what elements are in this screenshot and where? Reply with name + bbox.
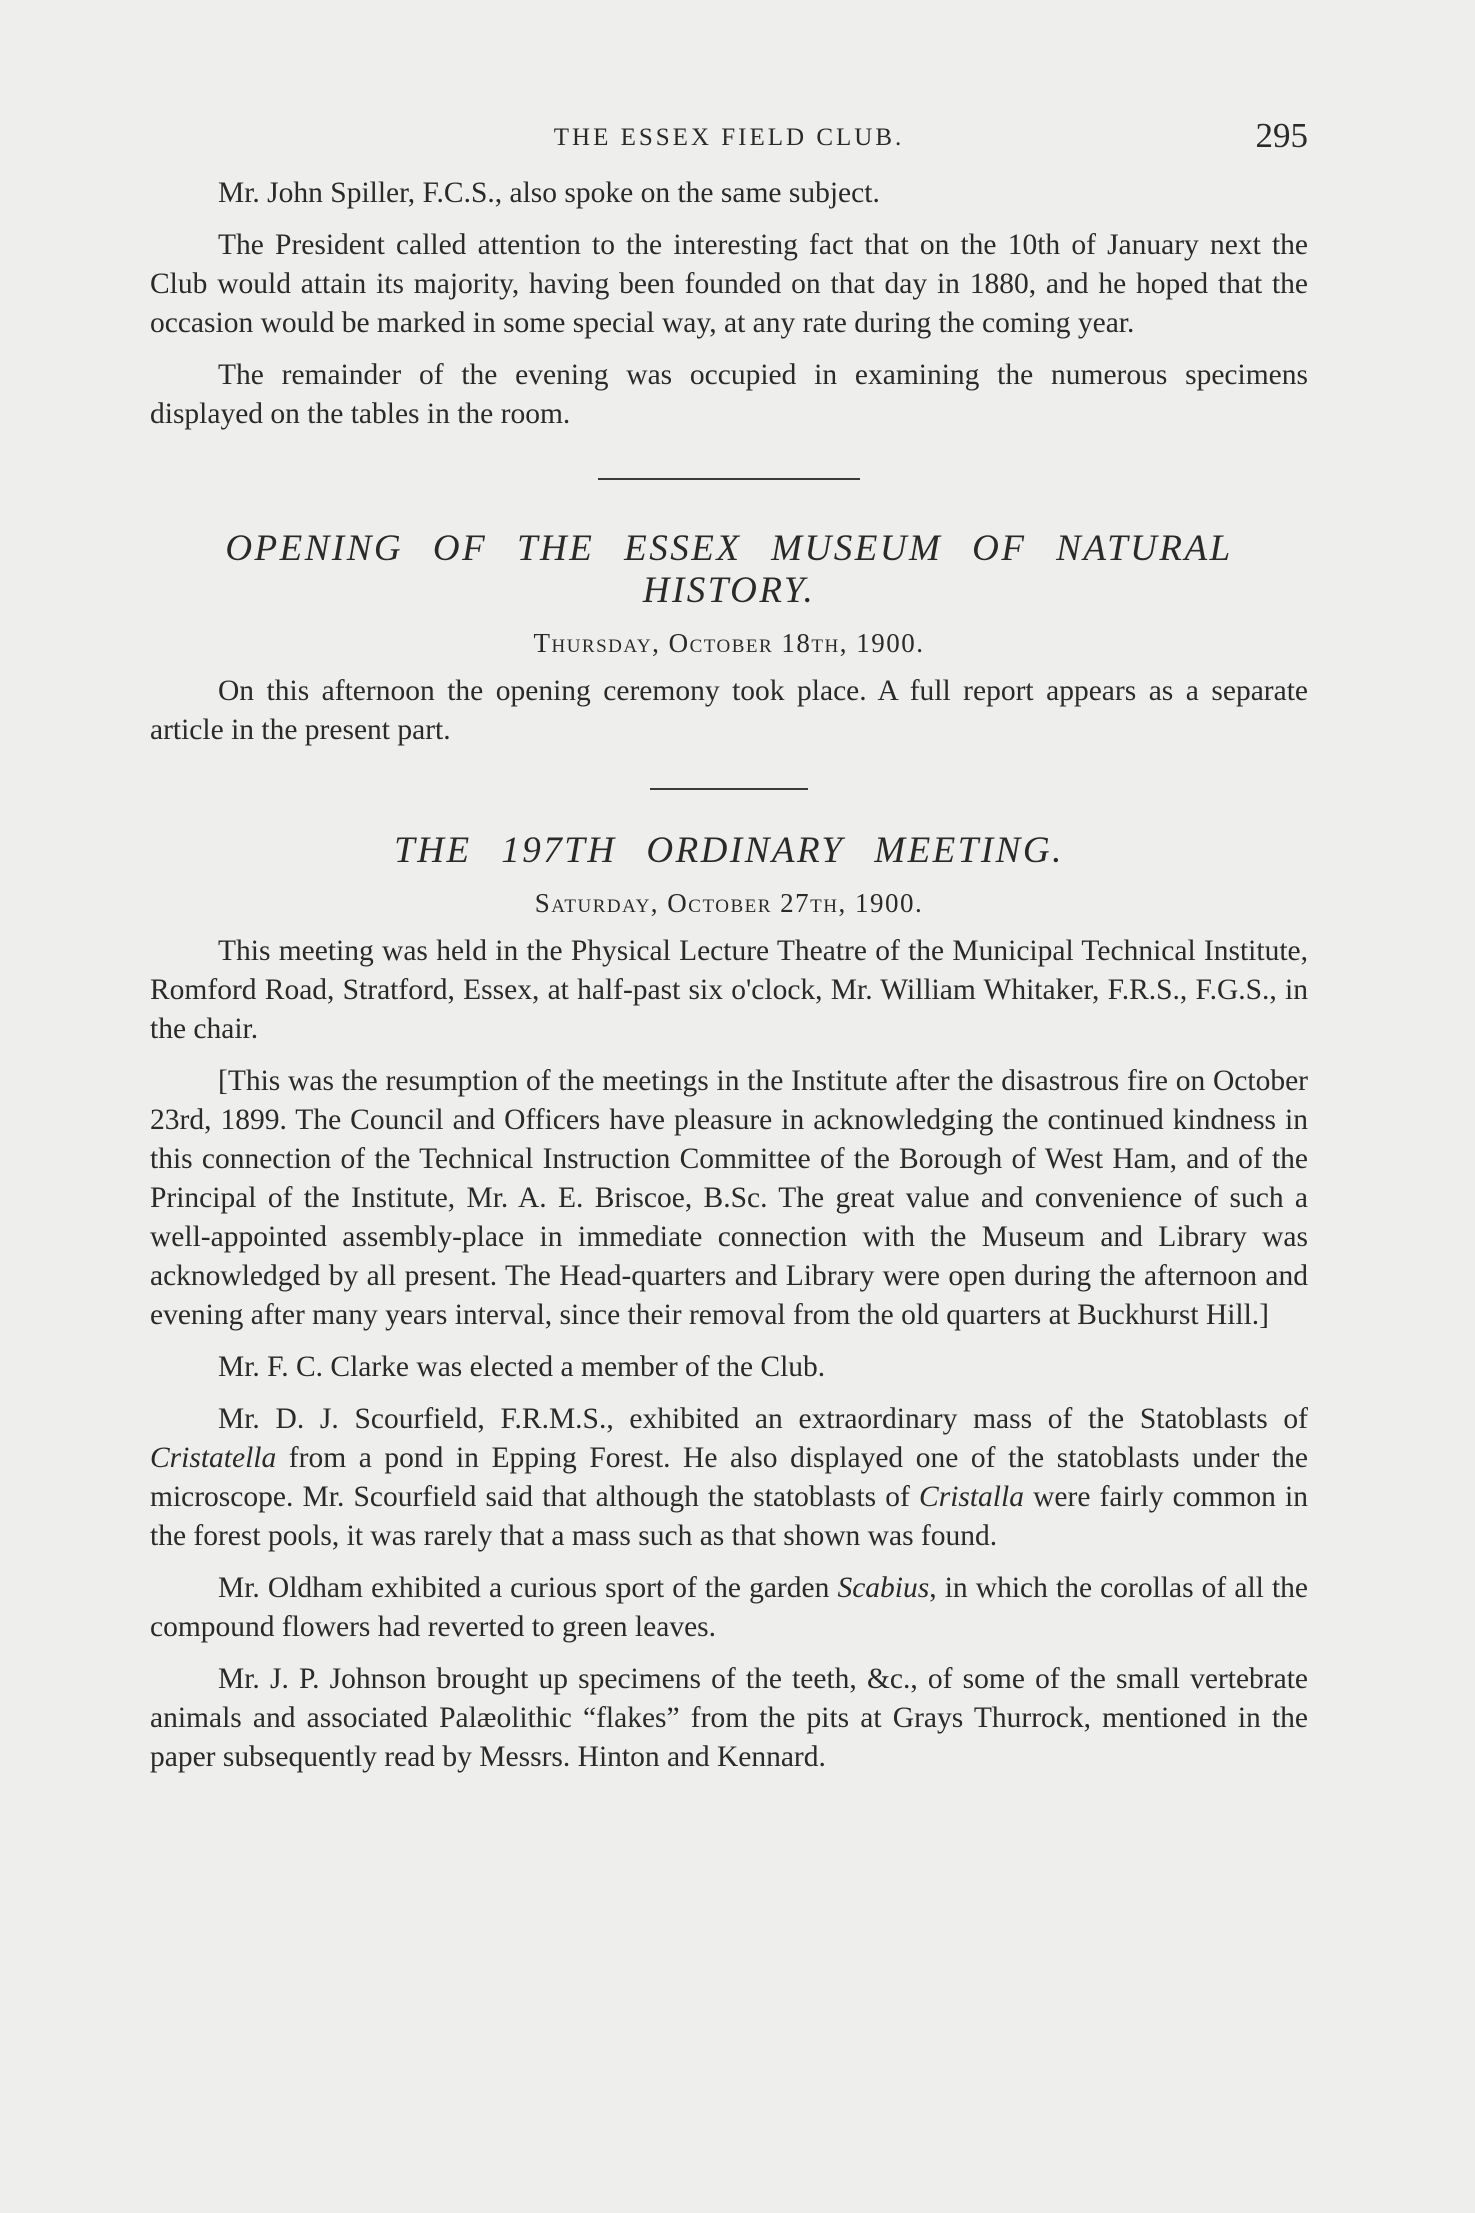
museum-opening-date: Thursday, October 18th, 1900. [533,628,925,658]
genus-name: Cristatella [150,1442,277,1474]
page-number: 295 [1255,116,1308,155]
paragraph-johnson: Mr. J. P. Johnson brought up specimens of the teeth, &c., of some of the small vertebrate animals and associated Palæolithic “flakes” from the pits at Grays Thurrock, mentioned in the paper subsequently read by Messrs. Hinton and Kennard. [150,1663,1308,1773]
text-run: , in which the corollas of all the compound flowers had reverted to green leaves. [150,1572,1308,1643]
ordinary-meeting-heading: THE 197TH ORDINARY MEETING. [394,830,1064,871]
paragraph-new-member: Mr. F. C. Clarke was elected a member of the Club. [218,1351,826,1383]
genus-name: Cristalla [919,1481,1024,1513]
text-run: were fairly common in the forest pools, it was rarely that a mass such as that shown was found. [150,1481,1308,1552]
paragraph-oldham [150,1569,1308,1647]
text-run: from a pond in Epping Forest. He also displayed one of the statoblasts under the microscope. Mr. Scourfield said that although the statoblasts of [150,1442,1308,1513]
running-title: THE ESSEX FIELD CLUB. [553,124,905,151]
ordinary-meeting-date: Saturday, October 27th, 1900. [534,888,924,918]
text-run: Mr. D. J. Scourfield, F.R.M.S., exhibited an extraordinary mass of the Statoblasts of [218,1403,1308,1435]
paragraph-president: The President called attention to the interesting fact that on the 10th of January next the Club would attain its majority, having been founded on that day in 1880, and he hoped that the occasion would be marked in some special way, at any rate during the coming year. [150,229,1308,339]
paragraph-remainder: The remainder of the evening was occupied in examining the numerous specimens displayed on the tables in the room. [150,359,1308,430]
paragraph-spiller: Mr. John Spiller, F.C.S., also spoke on the same subject. [218,177,880,209]
genus-name: Scabius [837,1572,930,1604]
paragraph-scourfield [150,1400,1308,1556]
running-head [150,110,1308,160]
paragraph-meeting-location: This meeting was held in the Physical Lecture Theatre of the Municipal Technical Institute, Romford Road, Stratford, Essex, at half-past six o'clock, Mr. William Whitaker, F.R.S., F.G.S., in the chair. [150,935,1308,1045]
section-divider [598,478,860,480]
paragraph-opening-ceremony: On this afternoon the opening ceremony took place. A full report appears as a separate article in the present part. [150,675,1308,746]
paragraph-resumption-note: [This was the resumption of the meetings in the Institute after the disastrous fire on October 23rd, 1899. The Council and Officers have pleasure in acknowledging the continued kindness in this connection of the Technical Instruction Committee of the Borough of West Ham, and of the Principal of the Institute, Mr. A. E. Briscoe, B.Sc. The great value and convenience of such a well-appointed assembly-place in immediate connection with the Museum and Library was acknowledged by all present. The Head-quarters and Library were open during the afternoon and evening after many years interval, since their removal from the old quarters at Buckhurst Hill.] [150,1065,1308,1331]
section-divider [650,788,808,790]
museum-opening-heading: OPENING OF THE ESSEX MUSEUM OF NATURAL HISTORY. [225,528,1233,611]
text-run: Mr. Oldham exhibited a curious sport of the garden [218,1572,838,1604]
book-page [150,110,1308,1777]
